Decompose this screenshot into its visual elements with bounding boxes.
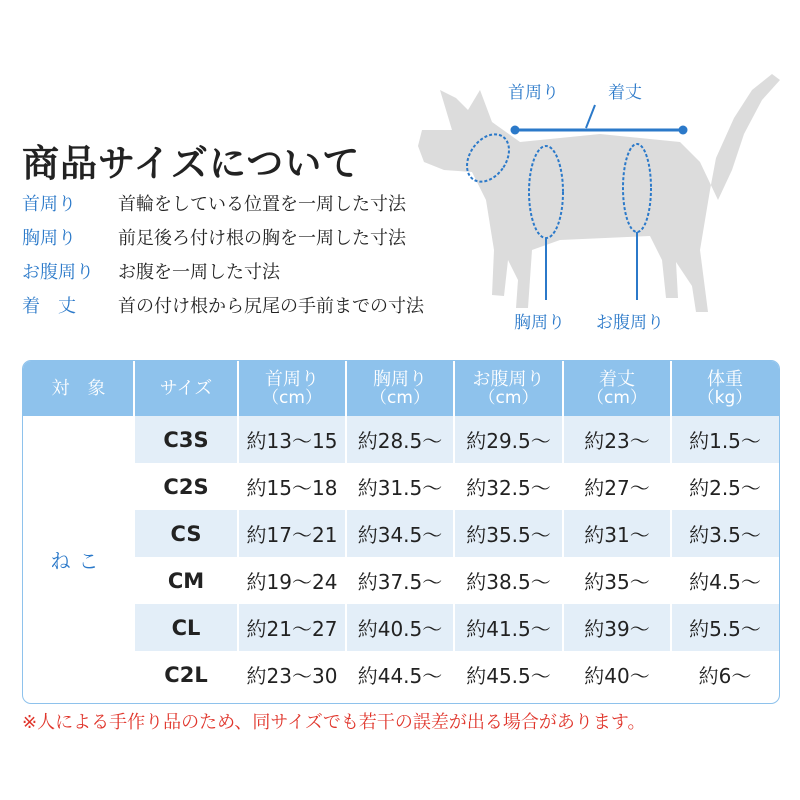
length-end-dot	[679, 126, 688, 135]
weight-cell: 約2.5～	[689, 476, 761, 500]
cat-measurement-figure	[400, 50, 800, 350]
definition-chest	[22, 220, 424, 254]
header-label: 対 象	[51, 378, 106, 399]
header-label: 体重	[707, 368, 743, 390]
table-row	[134, 510, 779, 557]
header-label: お腹周り	[472, 368, 545, 390]
chest-cell: 約31.5～	[357, 476, 443, 500]
target-cell: ねこ	[50, 549, 107, 573]
size-cell: CS	[170, 521, 202, 546]
table-row	[134, 463, 779, 510]
length-cell: 約27～	[584, 476, 650, 500]
table-row	[134, 557, 779, 604]
chest-cell: 約40.5～	[357, 617, 443, 641]
column-divider	[237, 361, 239, 703]
definition-term: お腹周り	[22, 262, 94, 283]
neck-cell: 約13～15	[246, 429, 338, 453]
length-cell: 約23～	[584, 429, 650, 453]
header-label: 首周り	[265, 368, 319, 390]
header-unit: （cm）	[370, 387, 430, 408]
figure-label-belly: お腹周り	[596, 313, 664, 333]
header-neck	[238, 361, 346, 416]
belly-cell: 約32.5～	[466, 476, 551, 500]
definition-term: 着 丈	[22, 296, 76, 317]
belly-cell: 約29.5～	[466, 429, 551, 453]
neck-cell: 約17～21	[246, 523, 338, 547]
header-chest	[346, 361, 454, 416]
page-title: 商品サイズについて	[22, 142, 361, 185]
belly-cell: 約38.5～	[466, 570, 551, 594]
neck-cell: 約23～30	[246, 664, 338, 688]
belly-cell: 約45.5～	[466, 664, 551, 688]
definition-desc: 首の付け根から尻尾の手前までの寸法	[118, 296, 424, 317]
header-label: サイズ	[159, 378, 213, 399]
figure-label-chest: 胸周り	[514, 313, 565, 333]
size-cell: C2L	[164, 662, 208, 687]
definition-desc: お腹を一周した寸法	[118, 262, 280, 283]
definition-neck	[22, 186, 424, 220]
table-row	[134, 416, 779, 463]
header-unit: （cm）	[478, 387, 539, 408]
neck-cell: 約21～27	[246, 617, 338, 641]
belly-cell: 約35.5～	[466, 523, 551, 547]
chest-cell: 約28.5～	[357, 429, 443, 453]
size-cell: C3S	[163, 427, 209, 452]
header-unit: （cm）	[587, 387, 647, 408]
length-cell: 約39～	[584, 617, 650, 641]
size-table	[22, 360, 780, 704]
definition-list	[22, 186, 424, 322]
neck-cell: 約19～24	[246, 570, 338, 594]
column-divider	[345, 361, 347, 703]
chest-cell: 約44.5～	[357, 664, 443, 688]
header-label: 着丈	[599, 368, 635, 390]
header-label: 胸周り	[373, 368, 427, 390]
definition-desc: 首輪をしている位置を一周した寸法	[118, 194, 406, 215]
figure-label-length: 着丈	[608, 83, 642, 103]
header-weight	[671, 361, 779, 416]
header-target	[23, 361, 134, 416]
size-cell: CL	[171, 615, 201, 640]
weight-cell: 約3.5～	[689, 523, 761, 547]
column-divider	[562, 361, 564, 703]
column-divider	[453, 361, 455, 703]
length-start-dot	[511, 126, 520, 135]
column-divider	[670, 361, 672, 703]
header-unit: （cm）	[262, 387, 322, 408]
chest-cell: 約37.5～	[357, 570, 443, 594]
definition-length	[22, 288, 424, 322]
neck-cell: 約15～18	[246, 476, 338, 500]
header-unit: （kg）	[697, 387, 753, 408]
table-row	[134, 651, 779, 698]
figure-label-neck: 首周り	[508, 83, 559, 103]
header-length	[563, 361, 671, 416]
chest-cell: 約34.5～	[357, 523, 443, 547]
definition-term: 胸周り	[22, 228, 76, 249]
size-cell: CM	[167, 568, 205, 593]
weight-cell: 約1.5～	[689, 429, 761, 453]
size-cell: C2S	[163, 474, 209, 499]
definition-desc: 前足後ろ付け根の胸を一周した寸法	[118, 228, 406, 249]
length-cell: 約31～	[584, 523, 650, 547]
definition-term: 首周り	[22, 194, 76, 215]
belly-cell: 約41.5～	[466, 617, 551, 641]
definition-belly	[22, 254, 424, 288]
length-cell: 約40～	[584, 664, 650, 688]
disclaimer-note: ※人による手作り品のため、同サイズでも若干の誤差が出る場合があります。	[22, 712, 646, 733]
header-size	[134, 361, 238, 416]
weight-cell: 約4.5～	[689, 570, 761, 594]
table-row	[134, 604, 779, 651]
length-cell: 約35～	[584, 570, 650, 594]
weight-cell: 約6～	[698, 664, 752, 688]
weight-cell: 約5.5～	[689, 617, 761, 641]
cat-silhouette-icon	[400, 50, 800, 350]
header-belly	[454, 361, 563, 416]
